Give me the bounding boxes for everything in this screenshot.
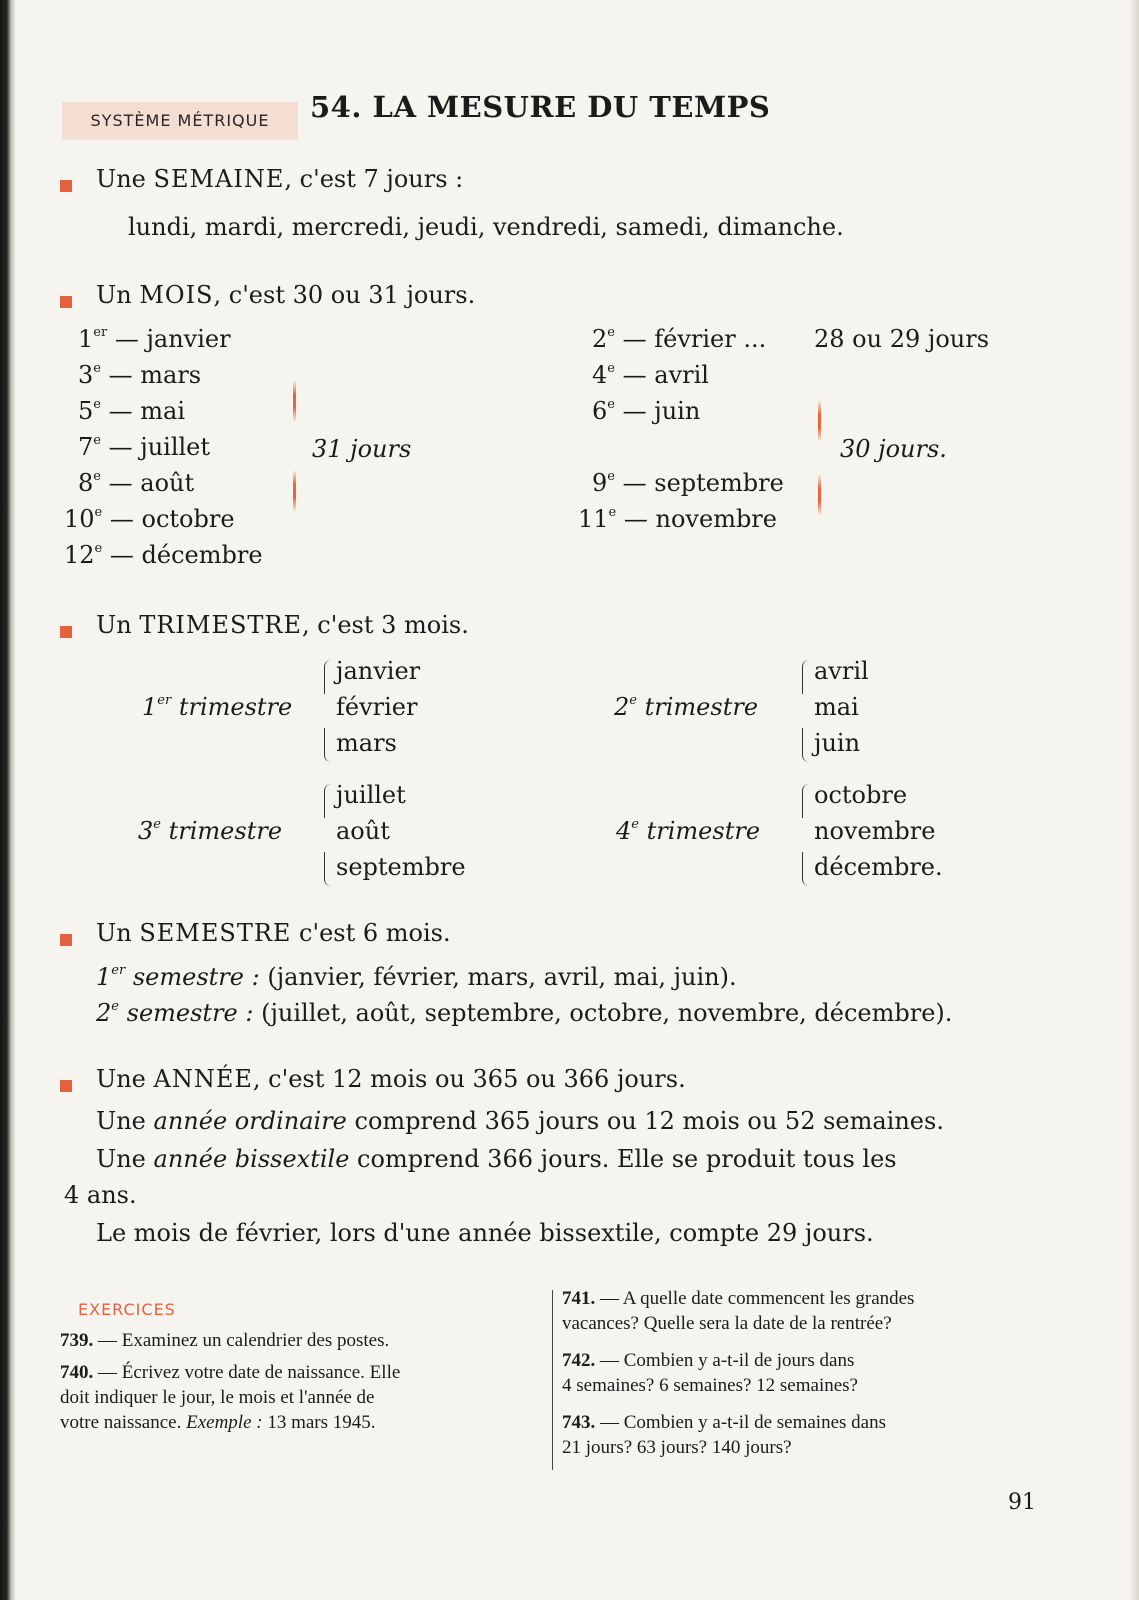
30-jours-label: 30 jours. (840, 435, 947, 463)
exercise-740: 740. — Écrivez votre date de naissance. Elle doit indiquer le jour, le mois et l'année de votre naissance. Exemple : 13 mars 1945. (60, 1362, 401, 1433)
brace-icon (818, 400, 821, 442)
annee-fevrier: Le mois de février, lors d'une année bissextile, compte 29 jours. (96, 1219, 874, 1247)
brace-icon (293, 470, 296, 512)
exercise-739: 739. — Examinez un calendrier des postes. (60, 1330, 390, 1351)
brace-icon (324, 728, 331, 762)
page-right-edge (1129, 0, 1139, 1600)
annee-bissextile: Une année bissextile comprend 366 jours. Elle se produit tous les (96, 1145, 897, 1173)
brace-icon (818, 474, 821, 516)
page-binding-edge (0, 0, 16, 1600)
mois-term: MOIS (139, 281, 214, 309)
month-row: 6e — juin (592, 397, 701, 425)
exercise-743: 743. — Combien y a-t-il de semaines dans 21 jours? 63 jours? 140 jours? (562, 1412, 886, 1458)
semaine-term: SEMAINE (153, 165, 285, 193)
semestre-term: SEMESTRE (139, 919, 292, 947)
trimestre-term: TRIMESTRE (139, 611, 303, 639)
brace-icon (324, 852, 331, 886)
bullet-icon (60, 1080, 72, 1092)
month-row: 12e — décembre (64, 541, 263, 569)
brace-icon (802, 660, 809, 694)
bullet-icon (60, 626, 72, 638)
exercise-742: 742. — Combien y a-t-il de jours dans 4 semaines? 6 semaines? 12 semaines? (562, 1350, 858, 1396)
trimestre-label: 1er trimestre (142, 693, 293, 721)
trimestre-month: septembre (336, 853, 466, 881)
semestre-line: 1er semestre : (janvier, février, mars, avril, mai, juin). (96, 963, 737, 991)
page-number: 91 (1008, 1490, 1036, 1515)
trimestre-label: 2e trimestre (614, 693, 759, 721)
exercices-heading: EXERCICES (78, 1300, 176, 1319)
column-divider (552, 1290, 553, 1470)
month-row: 7e — juillet (78, 433, 211, 461)
bullet-icon (60, 296, 72, 308)
month-row: 2e — février ... (592, 325, 767, 353)
trimestre-month: novembre (814, 817, 936, 845)
trimestre-month: février (336, 693, 418, 721)
bullet-icon (60, 934, 72, 946)
trimestre-month: juillet (336, 781, 406, 809)
trimestre-month: mars (336, 729, 397, 757)
mois-heading: Un MOIS, c'est 30 ou 31 jours. (96, 281, 476, 309)
annee-heading: Une ANNÉE, c'est 12 mois ou 365 ou 366 jours. (96, 1065, 686, 1093)
brace-icon (324, 784, 331, 818)
trimestre-month: mai (814, 693, 859, 721)
annee-ordinaire: Une année ordinaire comprend 365 jours ou 12 mois ou 52 semaines. (96, 1107, 944, 1135)
semaine-days: lundi, mardi, mercredi, jeudi, vendredi, samedi, dimanche. (128, 213, 844, 241)
trimestre-month: avril (814, 657, 869, 685)
month-row: 8e — août (78, 469, 195, 497)
semaine-heading: Une SEMAINE, c'est 7 jours : (96, 165, 464, 193)
month-row: 3e — mars (78, 361, 202, 389)
brace-icon (802, 784, 809, 818)
trimestre-heading: Un TRIMESTRE, c'est 3 mois. (96, 611, 469, 639)
month-row: 5e — mai (78, 397, 185, 425)
page-title: 54. LA MESURE DU TEMPS (310, 90, 771, 124)
brace-icon (802, 728, 809, 762)
31-jours-label: 31 jours (312, 435, 412, 463)
trimestre-month: juin (814, 729, 861, 757)
trimestre-month: octobre (814, 781, 908, 809)
brace-icon (293, 380, 296, 422)
trimestre-month: janvier (336, 657, 421, 685)
semestre-heading: Un SEMESTRE c'est 6 mois. (96, 919, 451, 947)
bullet-icon (60, 180, 72, 192)
month-row: 9e — septembre (592, 469, 784, 497)
exercise-741: 741. — A quelle date commencent les grandes vacances? Quelle sera la date de la rentrée? (562, 1288, 915, 1334)
brace-icon (802, 852, 809, 886)
month-row: 4e — avril (592, 361, 709, 389)
trimestre-month: août (336, 817, 390, 845)
trimestre-label: 3e trimestre (138, 817, 283, 845)
february-days: 28 ou 29 jours (814, 325, 990, 353)
annee-term: ANNÉE (153, 1065, 253, 1093)
month-row: 10e — octobre (64, 505, 235, 533)
trimestre-month: décembre. (814, 853, 943, 881)
annee-bissextile-cont: 4 ans. (64, 1181, 137, 1209)
section-tag: SYSTÈME MÉTRIQUE (62, 102, 298, 140)
trimestre-label: 4e trimestre (616, 817, 761, 845)
month-row: 11e — novembre (578, 505, 777, 533)
month-row: 1er — janvier (78, 325, 231, 353)
semestre-line: 2e semestre : (juillet, août, septembre, octobre, novembre, décembre). (96, 999, 953, 1027)
brace-icon (324, 660, 331, 694)
